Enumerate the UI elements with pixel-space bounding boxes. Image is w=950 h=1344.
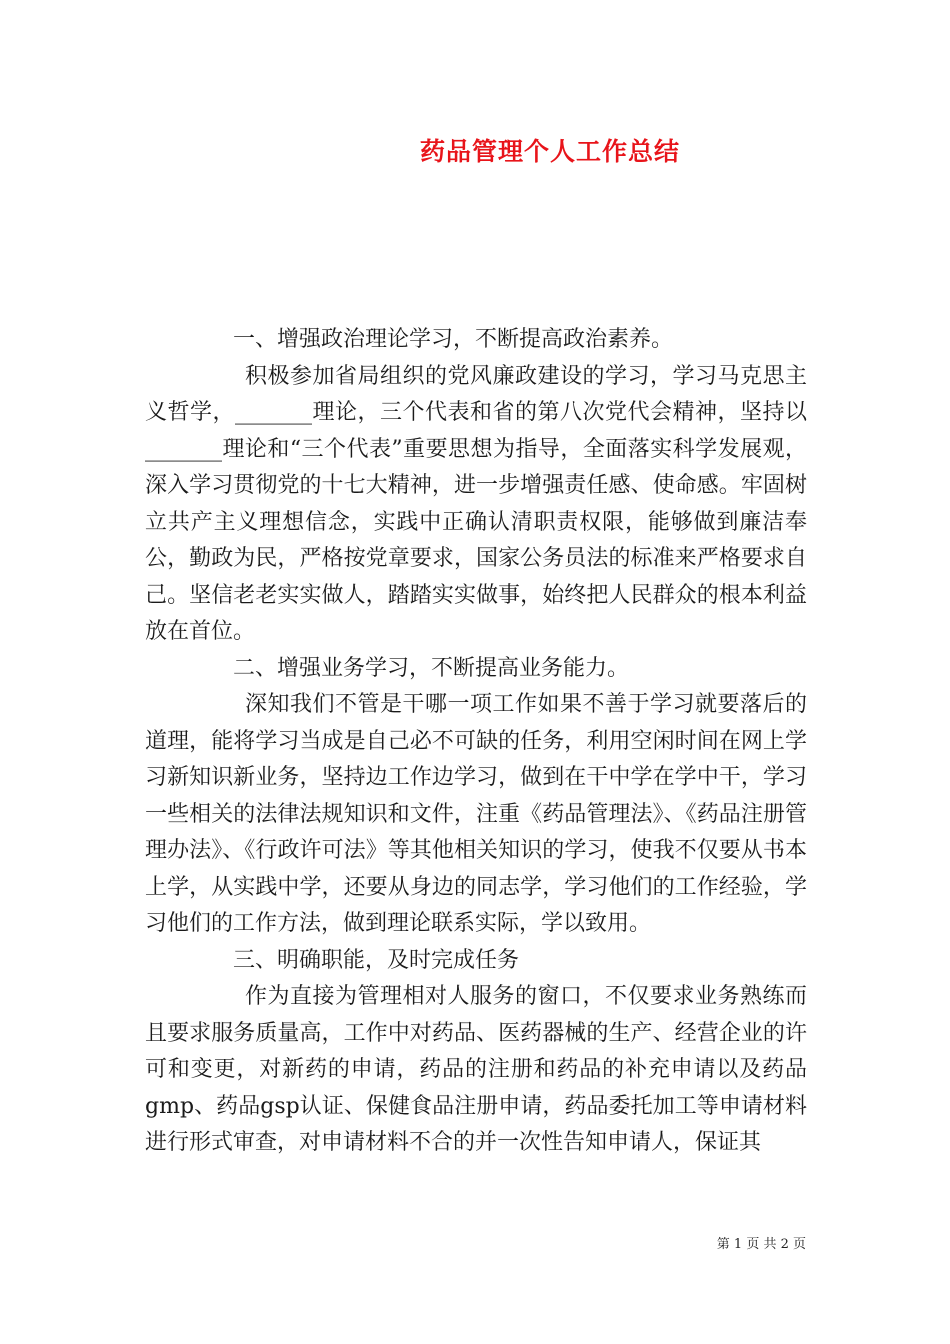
section-3-paragraph: 作为直接为管理相对人服务的窗口，不仅要求业务熟练而且要求服务质量高，工作中对药品、医药器械的生产、经营企业的许可和变更，对新药的申请，药品的注册和药品的补充申请以及药品gmp、药品gsp认证、保健食品注册申请，药品委托加工等申请材料进行形式审查，对申请材料不合的并一次性告知申请人，保证其	[145, 984, 807, 1155]
document-title: 药品管理个人工作总结	[419, 137, 680, 166]
section-2-heading: 二、增强业务学习，不断提高业务能力。	[233, 655, 630, 681]
section-1-heading: 一、增强政治理论学习，不断提高政治素养。	[233, 327, 674, 352]
section-2-paragraph: 深知我们不管是干哪一项工作如果不善于学习就要落后的道理，能将学习当成是自己必不可缺的任务，利用空闲时间在网上学习新知识新业务，坚持边工作边学习，做到在干中学在学中干，学习一些相关的法律法规知识和文件，注重《药品管理法》、《药品注册管理办法》、《行政许可法》等其他相关知识的学习，使我不仅要从书本上学，从实践中学，还要从身边的同志学，学习他们的工作经验，学习他们的工作方法，做到理论联系实际，学以致用。	[145, 692, 807, 936]
document-body	[145, 322, 807, 1162]
page-number-footer: 第 1 页 共 2 页	[716, 1237, 806, 1252]
section-3-heading: 三、明确职能，及时完成任务	[233, 947, 520, 973]
section-1-paragraph: 积极参加省局组织的党风廉政建设的学习，学习马克思主义哲学，_______理论，三个代表和省的第八次党代会精神，坚持以_______理论和“三个代表”重要思想为指导，全面落实科学发展观，深入学习贯彻党的十七大精神，进一步增强责任感、使命感。牢固树立共产主义理想信念，实践中正确认清职责权限，能够做到廉洁奉公，勤政为民，严格按党章要求，国家公务员法的标准来严格要求自己。坚信老老实实做人，踏踏实实做事，始终把人民群众的根本利益放在首位。	[145, 363, 807, 644]
